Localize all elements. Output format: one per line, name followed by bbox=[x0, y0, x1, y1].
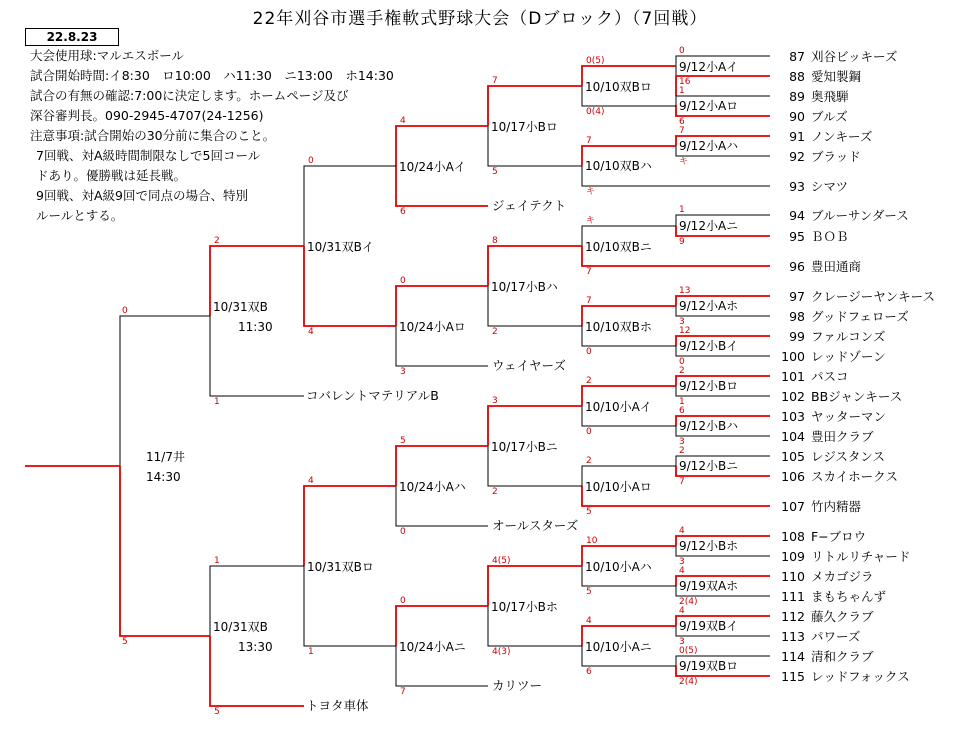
team-number: 113 bbox=[781, 629, 805, 644]
match-label: 9/12小Bハ bbox=[679, 419, 739, 433]
score: 1 bbox=[679, 397, 685, 407]
info-rule-9: 9回戦、対A級9回で同点の場合、特別 bbox=[36, 188, 248, 203]
info-umpire-contact: 深谷審判長。090-2945-4707(24-1256) bbox=[30, 108, 264, 123]
score: 4(5) bbox=[492, 556, 511, 566]
score: 2 bbox=[492, 327, 498, 337]
match-label: 10/31双Bロ bbox=[307, 560, 374, 574]
score: 0 bbox=[679, 46, 685, 56]
score: 4 bbox=[308, 327, 314, 337]
team-name: ファルコンズ bbox=[811, 329, 886, 344]
score: 6 bbox=[679, 406, 685, 416]
match-label: 10/24小Aニ bbox=[399, 640, 466, 654]
round6-lines bbox=[210, 246, 304, 706]
score: 0 bbox=[586, 427, 592, 437]
team-name: リトルリチャード bbox=[811, 549, 911, 564]
match-label: 10/17小Bホ bbox=[491, 600, 558, 614]
team-name: ブルズ bbox=[811, 109, 848, 124]
team-name: ＢＯＢ bbox=[811, 229, 849, 244]
score: 5 bbox=[586, 587, 592, 597]
score: 0 bbox=[308, 156, 314, 166]
score: 7 bbox=[492, 76, 498, 86]
match-label: 9/19双Bイ bbox=[679, 619, 739, 633]
team-name: オールスターズ bbox=[492, 518, 579, 533]
info-rule-7b: ドあり。優勝戦は延長戦。 bbox=[36, 168, 187, 183]
score: 1 bbox=[214, 556, 220, 566]
match-label: 9/12小Aニ bbox=[679, 219, 739, 233]
team-list bbox=[781, 49, 935, 684]
match-label: 10/31双B bbox=[213, 300, 268, 314]
match-label: 10/31双B bbox=[213, 620, 268, 634]
score: 3 bbox=[679, 317, 685, 327]
match-label: 9/19双Aホ bbox=[679, 579, 739, 593]
score: 6 bbox=[400, 207, 406, 217]
match-label: 9/12小Bニ bbox=[679, 459, 739, 473]
team-number: 100 bbox=[781, 349, 805, 364]
score: 2 bbox=[586, 376, 592, 386]
info-rule-7: 7回戦、対A級時間制限なしで5回コール bbox=[36, 148, 261, 163]
score: 2(4) bbox=[679, 597, 698, 607]
team-number: 99 bbox=[789, 329, 805, 344]
match-label: 10/10小Aハ bbox=[585, 560, 652, 574]
team-name: メカゴジラ bbox=[811, 569, 874, 584]
team-number: 96 bbox=[789, 259, 805, 274]
score: 0(4) bbox=[586, 107, 605, 117]
score: 12 bbox=[679, 326, 691, 336]
match-label: 10/17小Bニ bbox=[491, 440, 558, 454]
team-number: 101 bbox=[781, 369, 805, 384]
score: 7 bbox=[679, 126, 685, 136]
team-name: 豊田通商 bbox=[811, 259, 862, 274]
score: 4 bbox=[586, 616, 592, 626]
team-name: トヨタ車体 bbox=[306, 698, 369, 713]
score: 2 bbox=[586, 456, 592, 466]
score: キ bbox=[586, 216, 596, 226]
score: 5 bbox=[586, 507, 592, 517]
team-name: ヤッターマン bbox=[811, 409, 887, 424]
score: 0 bbox=[122, 306, 128, 316]
match-label: 10/10小Aロ bbox=[585, 480, 652, 494]
match-label: 10/10双Bニ bbox=[585, 240, 652, 254]
score: 5 bbox=[214, 707, 220, 717]
match-label: 10/24小Aイ bbox=[399, 160, 466, 174]
match-label: 10/10双Bロ bbox=[585, 80, 652, 94]
info-notes: 注意事項:試合開始の30分前に集合のこと。 bbox=[30, 128, 276, 143]
team-name: シマツ bbox=[811, 179, 849, 194]
score: 7 bbox=[400, 687, 406, 697]
score: 0(5) bbox=[586, 56, 605, 66]
score: 3 bbox=[679, 437, 685, 447]
score: 4 bbox=[400, 116, 406, 126]
score: 0 bbox=[400, 596, 406, 606]
match-label: 10/10双Bハ bbox=[585, 159, 652, 173]
score: 10 bbox=[586, 536, 598, 546]
team-number: 103 bbox=[781, 409, 805, 424]
team-number: 87 bbox=[789, 49, 805, 64]
info-start-times: 試合開始時間:イ8:30 ロ10:00 ハ11:30 ニ13:00 ホ14:30 bbox=[30, 68, 394, 83]
score: 3 bbox=[679, 557, 685, 567]
team-name: レッドゾーン bbox=[811, 349, 886, 364]
team-name: 清和クラブ bbox=[811, 649, 874, 664]
round4-lines bbox=[396, 126, 488, 686]
score: 0 bbox=[679, 357, 685, 367]
score: 8 bbox=[492, 236, 498, 246]
score: 2 bbox=[492, 487, 498, 497]
match-label: 9/12小Bイ bbox=[679, 339, 739, 353]
team-name: ブルーサンダース bbox=[811, 208, 909, 223]
match-label: 10/10小Aニ bbox=[585, 640, 652, 654]
team-number: 112 bbox=[781, 609, 805, 624]
score: 4(3) bbox=[492, 647, 511, 657]
team-name: スカイホークス bbox=[811, 469, 899, 484]
info-ball: 大会使用球:マルエスボール bbox=[30, 48, 184, 63]
final-label: 11/7井 bbox=[146, 450, 185, 464]
team-name: パワーズ bbox=[811, 629, 861, 644]
team-name: ウェイヤーズ bbox=[492, 358, 566, 373]
team-name: F−ブロウ bbox=[811, 529, 867, 544]
score: 16 bbox=[679, 77, 691, 87]
score: 4 bbox=[679, 526, 685, 536]
match-time: 13:30 bbox=[238, 640, 273, 654]
team-number: 93 bbox=[789, 179, 805, 194]
team-name: レジスタンス bbox=[811, 449, 885, 464]
match-label: 10/24小Aハ bbox=[399, 480, 466, 494]
team-number: 91 bbox=[789, 129, 805, 144]
score: 0 bbox=[400, 276, 406, 286]
score: 4 bbox=[679, 566, 685, 576]
bye-teams bbox=[306, 198, 578, 713]
team-number: 107 bbox=[781, 499, 805, 514]
team-number: 104 bbox=[781, 429, 805, 444]
match-label: 10/31双Bイ bbox=[307, 240, 374, 254]
score: 6 bbox=[586, 667, 592, 677]
score: 2 bbox=[214, 236, 220, 246]
team-name: BBジャンキース bbox=[811, 389, 903, 404]
match-label: 10/10小Aイ bbox=[585, 400, 652, 414]
match-label: 10/24小Aロ bbox=[399, 320, 466, 334]
round5-lines bbox=[304, 166, 396, 646]
team-name: 藤久クラブ bbox=[811, 609, 874, 624]
score: 1 bbox=[214, 397, 220, 407]
info-rule-9b: ルールとする。 bbox=[36, 208, 124, 223]
team-number: 108 bbox=[781, 529, 805, 544]
match-label: 10/17小Bロ bbox=[491, 120, 558, 134]
team-number: 88 bbox=[789, 69, 805, 84]
team-name: ブラッド bbox=[811, 149, 861, 164]
match-label: 10/10双Bホ bbox=[585, 320, 652, 334]
score: 9 bbox=[679, 237, 685, 247]
score: 3 bbox=[679, 637, 685, 647]
team-name: カリツー bbox=[492, 678, 543, 693]
match-label: 9/12小Aハ bbox=[679, 139, 739, 153]
team-name: コバレントマテリアルB bbox=[306, 388, 439, 403]
team-number: 92 bbox=[789, 149, 805, 164]
match-label: 9/19双Bロ bbox=[679, 659, 739, 673]
score: 1 bbox=[308, 647, 314, 657]
team-number: 114 bbox=[781, 649, 805, 664]
score: 5 bbox=[122, 637, 128, 647]
info-confirmation: 試合の有無の確認:7:00に決定します。ホームページ及び bbox=[30, 88, 349, 103]
team-number: 89 bbox=[789, 89, 805, 104]
final-lines bbox=[25, 316, 210, 636]
team-name: 豊田クラブ bbox=[811, 429, 874, 444]
score: 4 bbox=[308, 476, 314, 486]
score: 0 bbox=[400, 527, 406, 537]
date-badge: 22.8.23 bbox=[25, 28, 119, 46]
score: キ bbox=[586, 187, 596, 197]
team-number: 90 bbox=[789, 109, 805, 124]
team-number: 110 bbox=[781, 569, 805, 584]
score: 5 bbox=[400, 436, 406, 446]
team-number: 105 bbox=[781, 449, 805, 464]
page-title: 22年刈谷市選手権軟式野球大会（Dブロック）（7回戦） bbox=[252, 9, 708, 29]
team-name: 竹内精器 bbox=[811, 499, 862, 514]
match-label: 9/12小Aロ bbox=[679, 99, 739, 113]
team-name: クレージーヤンキース bbox=[811, 289, 936, 304]
score: 0(5) bbox=[679, 646, 698, 656]
team-number: 94 bbox=[789, 208, 805, 223]
score: 7 bbox=[586, 136, 592, 146]
team-number: 95 bbox=[789, 229, 805, 244]
team-number: 98 bbox=[789, 309, 805, 324]
final-time: 14:30 bbox=[146, 470, 181, 484]
team-number: 109 bbox=[781, 549, 805, 564]
score: 7 bbox=[586, 267, 592, 277]
team-name: 刈谷ビッキーズ bbox=[811, 49, 898, 64]
team-name: 愛知製鋼 bbox=[811, 69, 862, 84]
team-number: 106 bbox=[781, 469, 805, 484]
match-label: 9/12小Aホ bbox=[679, 299, 739, 313]
score: 7 bbox=[586, 296, 592, 306]
team-number: 115 bbox=[781, 669, 805, 684]
score: 2(4) bbox=[679, 677, 698, 687]
match-label: 9/12小Bホ bbox=[679, 539, 739, 553]
score: 3 bbox=[492, 396, 498, 406]
team-number: 97 bbox=[789, 289, 805, 304]
score: キ bbox=[679, 157, 689, 167]
team-number: 102 bbox=[781, 389, 805, 404]
score: 0 bbox=[586, 347, 592, 357]
score: 13 bbox=[679, 286, 691, 296]
match-label: 10/17小Bハ bbox=[491, 280, 558, 294]
team-name: グッドフェローズ bbox=[811, 309, 909, 324]
match-time: 11:30 bbox=[238, 320, 273, 334]
score: 6 bbox=[679, 117, 685, 127]
score: 3 bbox=[400, 367, 406, 377]
match-label: 9/12小Bロ bbox=[679, 379, 739, 393]
team-name: 奥飛騨 bbox=[811, 89, 849, 104]
score: 2 bbox=[679, 366, 685, 376]
match-label: 9/12小Aイ bbox=[679, 60, 739, 74]
team-name: レッドフォックス bbox=[811, 669, 910, 684]
score: 4 bbox=[679, 606, 685, 616]
team-name: パスコ bbox=[811, 369, 849, 384]
score: 1 bbox=[679, 205, 685, 215]
score: 2 bbox=[679, 446, 685, 456]
score: 7 bbox=[679, 477, 685, 487]
score: 1 bbox=[679, 86, 685, 96]
team-name: ジェイテクト bbox=[492, 198, 567, 213]
team-number: 111 bbox=[781, 589, 805, 604]
score: 5 bbox=[492, 167, 498, 177]
team-name: まもちゃんず bbox=[811, 589, 887, 604]
team-name: ノンキーズ bbox=[811, 129, 873, 144]
